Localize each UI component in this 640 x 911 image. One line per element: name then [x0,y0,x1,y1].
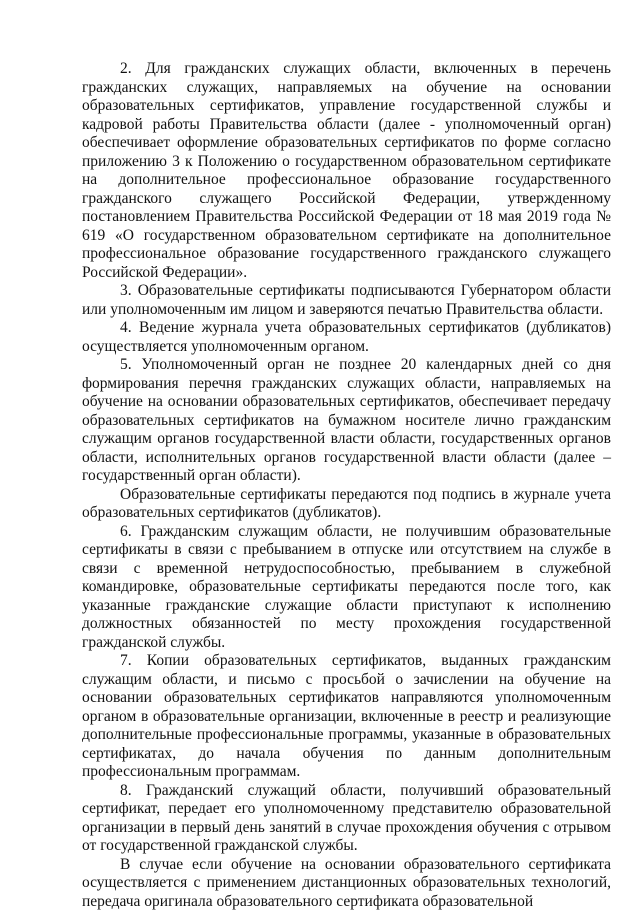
paragraph-6: 6. Гражданским служащим области, не получившим образовательные сертификаты в связи с пребыванием в отпуске или отсутствием на службе в связи с временной нетрудоспособностью, пребыванием в служебной командировке, образовательные сертификаты передаются после того, как указанные гражданские служащие области приступают к исполнению должностных обязанностей по месту прохождения государственной гражданской службы. [82,523,611,653]
paragraph-3: 3. Образовательные сертификаты подписываются Губернатором области или уполномоченным им лицом и заверяются печатью Правительства области. [82,282,611,319]
paragraph-4: 4. Ведение журнала учета образовательных сертификатов (дубликатов) осуществляется уполномоченным органом. [82,319,611,356]
paragraph-5: 5. Уполномоченный орган не позднее 20 календарных дней со дня формирования перечня гражданских служащих области, направляемых на обучение на основании образовательных сертификатов, обеспечивает передачу образовательных сертификатов на бумажном носителе лично гражданским служащим органов государственной власти области, государственных органов области, исполнительных органов государственной власти области (далее – государственный орган области). [82,356,611,486]
paragraph-2: 2. Для гражданских служащих области, включенных в перечень гражданских служащих, направляемых на обучение на основании образовательных сертификатов, управление государственной службы и кадровой работы Правительства области (далее - уполномоченный орган) обеспечивает оформление образовательных сертификатов по форме согласно приложению 3 к Положению о государственном образовательном сертификате на дополнительное профессиональное образование государственного гражданского служащего Российской Федерации, утвержденному постановлением Правительства Российской Федерации от 18 мая 2019 года № 619 «О государственном образовательном сертификате на дополнительное профессиональное образование государственного гражданского служащего Российской Федерации». [82,60,611,282]
paragraph-5-continuation: Образовательные сертификаты передаются под подпись в журнале учета образовательных сертификатов (дубликатов). [82,486,611,523]
paragraph-8-continuation: В случае если обучение на основании образовательного сертификата осуществляется с применением дистанционных образовательных технологий, передача оригинала образовательного сертификата образовательной [82,856,611,911]
document-page [82,60,611,911]
paragraph-8: 8. Гражданский служащий области, получивший образовательный сертификат, передает его уполномоченному представителю образовательной организации в первый день занятий в случае прохождения обучения с отрывом от государственной гражданской службы. [82,782,611,856]
paragraph-7: 7. Копии образовательных сертификатов, выданных гражданским служащим области, и письмо с просьбой о зачислении на обучение на основании образовательных сертификатов направляются уполномоченным органом в образовательные организации, включенные в реестр и реализующие дополнительные профессиональные программы, указанные в образовательных сертификатах, до начала обучения по данным дополнительным профессиональным программам. [82,652,611,782]
